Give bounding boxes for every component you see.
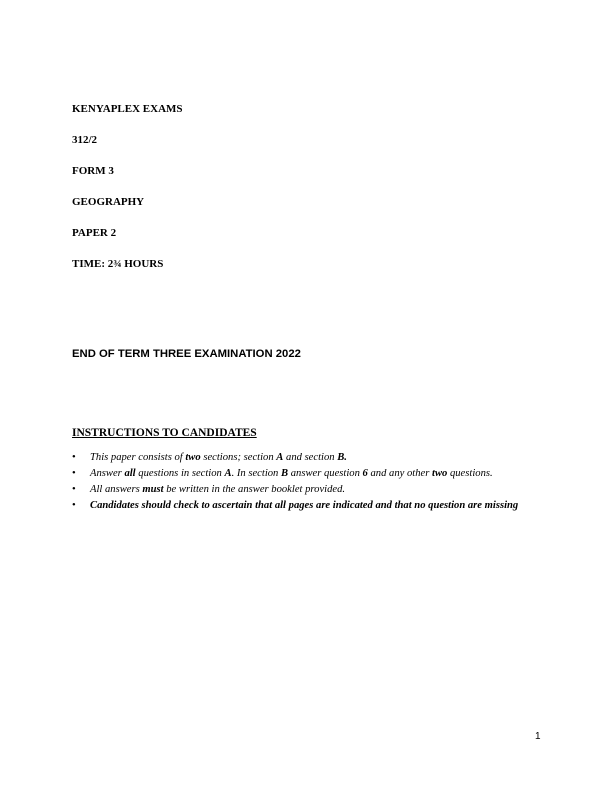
time-allowed: TIME: 2¾ HOURS bbox=[72, 258, 164, 270]
instruction-text: two bbox=[432, 468, 448, 479]
instruction-text: This paper consists of bbox=[90, 452, 186, 463]
instruction-text: and any other bbox=[367, 468, 432, 479]
instruction-item bbox=[72, 450, 542, 466]
instruction-text: B. bbox=[337, 452, 347, 463]
instruction-text: all bbox=[124, 468, 136, 479]
instruction-text: be written in the answer booklet provided. bbox=[163, 484, 346, 495]
instruction-text: . In section bbox=[231, 468, 282, 479]
instruction-text: sections; section bbox=[200, 452, 277, 463]
paper-number: PAPER 2 bbox=[72, 227, 117, 239]
page-number: 1 bbox=[535, 731, 541, 742]
paper-code: 312/2 bbox=[72, 134, 98, 146]
instruction-text: All answers bbox=[90, 484, 143, 495]
instruction-text: Candidates should check to ascertain that all pages are indicated and that no question are missing bbox=[90, 500, 519, 511]
instruction-text: 6 bbox=[362, 468, 368, 479]
instruction-text: Answer bbox=[90, 468, 125, 479]
instruction-text: B bbox=[281, 468, 289, 479]
instruction-text: must bbox=[142, 484, 164, 495]
exam-title: END OF TERM THREE EXAMINATION 2022 bbox=[72, 348, 301, 360]
subject: GEOGRAPHY bbox=[72, 196, 145, 208]
instruction-item bbox=[72, 498, 542, 514]
instruction-text: two bbox=[185, 452, 201, 463]
instructions-list bbox=[72, 450, 542, 514]
instruction-text: questions. bbox=[447, 468, 493, 479]
instruction-text: A bbox=[276, 452, 284, 463]
instructions-heading: INSTRUCTIONS TO CANDIDATES bbox=[72, 427, 257, 439]
instruction-text: answer question bbox=[288, 468, 363, 479]
instruction-item bbox=[72, 482, 542, 498]
school-name: KENYAPLEX EXAMS bbox=[72, 103, 183, 115]
instruction-item bbox=[72, 466, 542, 482]
instruction-text: questions in section bbox=[135, 468, 225, 479]
instruction-text: and section bbox=[283, 452, 338, 463]
form-level: FORM 3 bbox=[72, 165, 114, 177]
instruction-text: A bbox=[224, 468, 232, 479]
